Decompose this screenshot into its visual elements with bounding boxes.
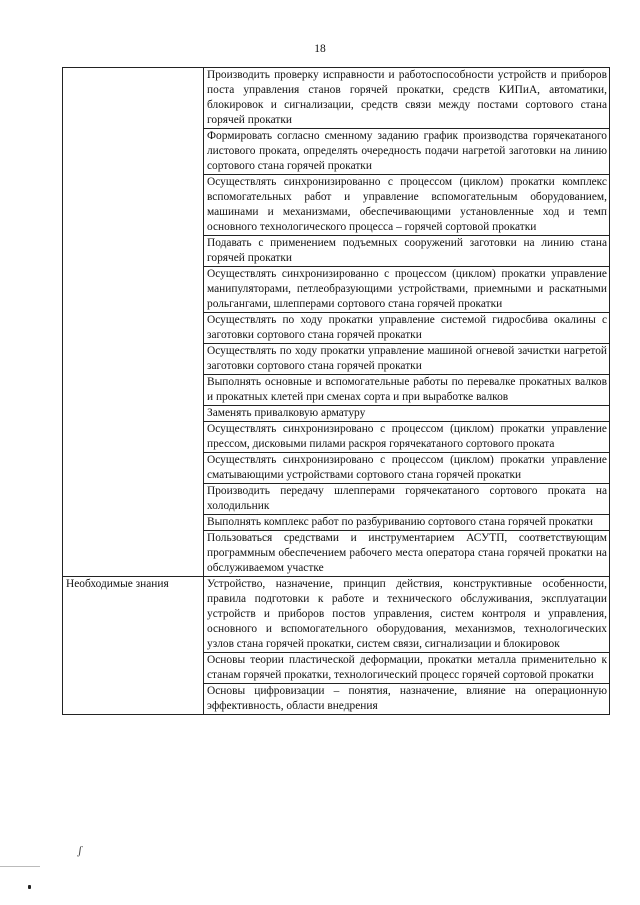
- table-row: [63, 68, 610, 129]
- knowledge-item: Основы цифровизации – понятия, назначение, влияние на операционную эффективность, области внедрения: [204, 684, 610, 715]
- scan-artifact-line: [0, 866, 40, 867]
- duty-item: Пользоваться средствами и инструментарием АСУТП, соответствующим программным обеспечением рабочего места оператора стана горячей прокатки на обслуживаемом участке: [204, 531, 610, 577]
- qualification-table: [62, 67, 610, 715]
- duty-item: Осуществлять синхронизировано с процессом (циклом) прокатки управление прессом, дисковыми пилами раскроя горячекатаного сортового проката: [204, 422, 610, 453]
- scan-artifact-dot: [28, 885, 31, 889]
- duty-item: Осуществлять синхронизированно с процессом (циклом) прокатки управление манипуляторами, петлеобразующими устройствами, приемными и раскатными рольгангами, шлепперами сортового стана горячей прокатки: [204, 267, 610, 313]
- duty-item: Осуществлять синхронизированно с процессом (циклом) прокатки комплекс вспомогательных работ и управление вспомогательным оборудованием, машинами и механизмами, обеспечивающими установленные ход и темп основного технологического процесса – горячей сортовой прокатки: [204, 175, 610, 236]
- duty-item: Осуществлять по ходу прокатки управление системой гидросбива окалины с заготовки сортового стана горячей прокатки: [204, 313, 610, 344]
- duty-item: Заменять привалковую арматуру: [204, 406, 610, 422]
- page-number: 18: [314, 43, 326, 55]
- duty-item: Подавать с применением подъемных сооружений заготовки на линию стана горячей прокатки: [204, 236, 610, 267]
- table-row: [63, 577, 610, 653]
- duty-item: Выполнять основные и вспомогательные работы по перевалке прокатных валков и прокатных клетей при сменах сорта и при выработке валков: [204, 375, 610, 406]
- duties-label-cell: [63, 68, 204, 577]
- knowledge-item: Основы теории пластической деформации, прокатки металла применительно к станам горячей прокатки, технологический процесс горячей сортовой прокатки: [204, 653, 610, 684]
- margin-pen-mark: ʃ: [77, 842, 84, 858]
- duty-item: Осуществлять по ходу прокатки управление машиной огневой зачистки нагретой заготовки сортового стана горячей прокатки: [204, 344, 610, 375]
- duty-item: Производить передачу шлепперами горячекатаного сортового проката на холодильник: [204, 484, 610, 515]
- duty-item: Производить проверку исправности и работоспособности устройств и приборов поста управления станов горячей прокатки, средств КИПиА, автоматики, блокировок и сигнализации, средств связи между постами сортового стана горячей прокатки: [204, 68, 610, 129]
- knowledge-item: Устройство, назначение, принцип действия, конструктивные особенности, правила подготовки к работе и технического обслуживания, эксплуатации устройств и приборов постов управления, систем контроля и управления, основного и вспомогательного оборудования, механизмов, технологических узлов стана горячей прокатки, систем связи, сигнализации и блокировок: [204, 577, 610, 653]
- duty-item: Выполнять комплекс работ по разбуриванию сортового стана горячей прокатки: [204, 515, 610, 531]
- duty-item: Формировать согласно сменному заданию график производства горячекатаного листового проката, определять очередность подачи нагретой заготовки на линию сортового стана горячей прокатки: [204, 129, 610, 175]
- knowledge-label: Необходимые знания: [63, 577, 204, 715]
- duty-item: Осуществлять синхронизировано с процессом (циклом) прокатки управление сматывающими устройствами сортового стана горячей прокатки: [204, 453, 610, 484]
